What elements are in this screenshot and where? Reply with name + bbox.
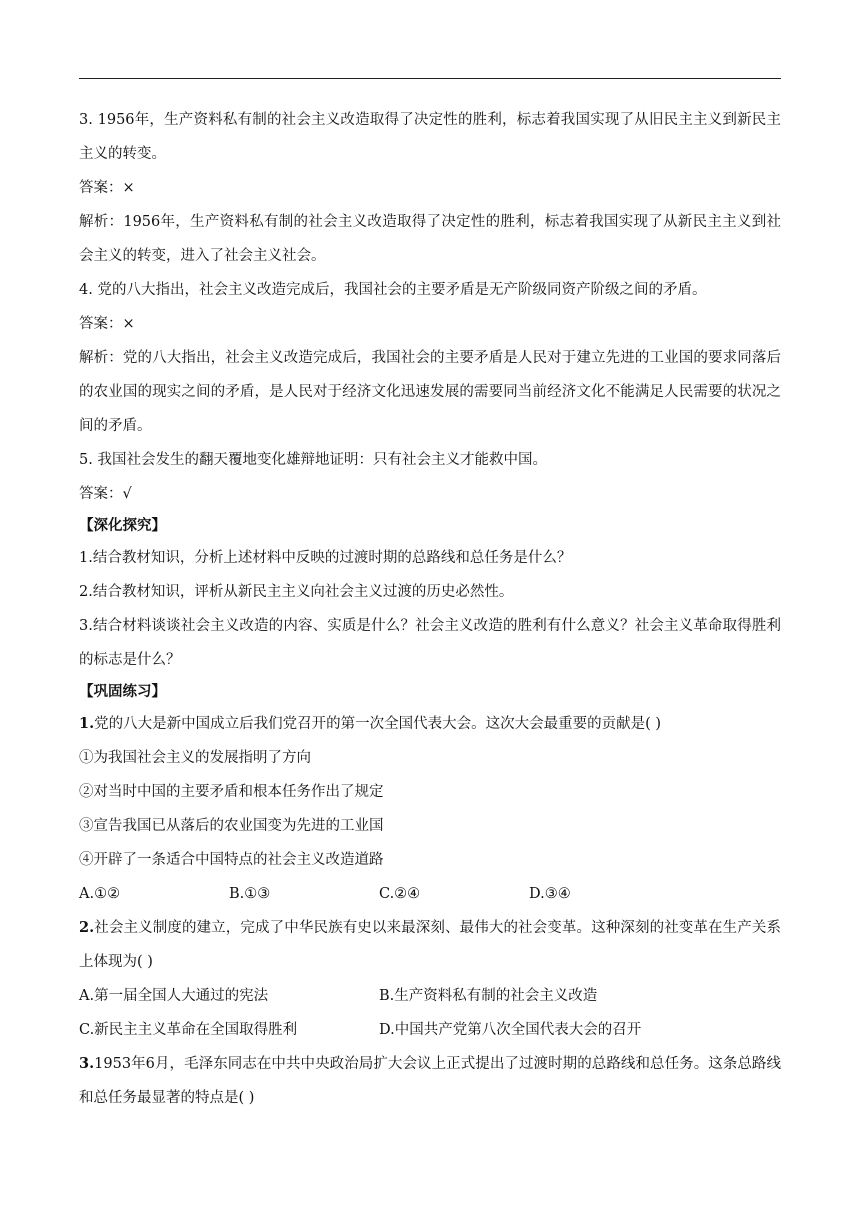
option-a: A.第一届全国人大通过的宪法 (79, 988, 269, 1004)
answer-5: 答案：√ (79, 486, 132, 502)
explore-question-3: 3.结合材料谈谈社会主义改造的内容、实质是什么？社会主义改造的胜利有什么意义？社会主义革命取得胜利的标志是什么？ (79, 618, 781, 668)
practice-question-3 (79, 1047, 781, 1115)
option-b: B.生产资料私有制的社会主义改造 (379, 988, 598, 1004)
choice-item: ④开辟了一条适合中国特点的社会主义改造道路 (79, 852, 384, 868)
option-b: B.①③ (229, 886, 271, 902)
statement-3: 3. 1956年，生产资料私有制的社会主义改造取得了决定性的胜利，标志着我国实现了从旧民主主义到新民主主义的转变。 (79, 112, 781, 162)
header-rule (79, 78, 781, 79)
answer-options (79, 979, 781, 1013)
option-c: C.②④ (379, 886, 421, 902)
document-body (79, 103, 781, 1115)
option-d: D.中国共产党第八次全国代表大会的召开 (379, 1022, 642, 1038)
question-number: 3. (79, 1055, 95, 1072)
choice-item: ①为我国社会主义的发展指明了方向 (79, 750, 311, 766)
practice-question-1 (79, 707, 781, 741)
analysis-3: 解析：1956年，生产资料私有制的社会主义改造取得了决定性的胜利，标志着我国实现了从新民主主义到社会主义的转变，进入了社会主义社会。 (79, 214, 781, 264)
answer-options (79, 877, 781, 911)
question-number: 1. (79, 715, 95, 732)
answer-4: 答案：× (79, 316, 135, 332)
answer-options (79, 1013, 781, 1047)
option-a: A.①② (79, 886, 121, 902)
practice-question-2 (79, 911, 781, 979)
analysis-4: 解析：党的八大指出，社会主义改造完成后，我国社会的主要矛盾是人民对于建立先进的工业国的要求同落后的农业国的现实之间的矛盾，是人民对于经济文化迅速发展的需要同当前经济文化不能满足人民需要的状况之间的矛盾。 (79, 350, 781, 434)
option-c: C.新民主主义革命在全国取得胜利 (79, 1022, 298, 1038)
choice-item: ③宣告我国已从落后的农业国变为先进的工业国 (79, 818, 384, 834)
statement-5: 5. 我国社会发生的翻天覆地变化雄辩地证明：只有社会主义才能救中国。 (79, 452, 547, 468)
practice-heading: 【巩固练习】 (79, 683, 166, 700)
choice-item: ②对当时中国的主要矛盾和根本任务作出了规定 (79, 784, 384, 800)
explore-question-2: 2.结合教材知识，评析从新民主主义向社会主义过渡的历史必然性。 (79, 584, 514, 600)
question-text: 党的八大是新中国成立后我们党召开的第一次全国代表大会。这次大会最重要的贡献是( ) (94, 716, 662, 732)
explore-question-1: 1.结合教材知识，分析上述材料中反映的过渡时期的总路线和总任务是什么？ (79, 550, 572, 566)
explore-heading: 【深化探究】 (79, 517, 166, 534)
option-d: D.③④ (529, 886, 571, 902)
answer-3: 答案：× (79, 180, 135, 196)
question-text: 1953年6月，毛泽东同志在中共中央政治局扩大会议上正式提出了过渡时期的总路线和总任务。这条总路线和总任务最显著的特点是( ) (79, 1056, 781, 1106)
question-text: 社会主义制度的建立，完成了中华民族有史以来最深刻、最伟大的社会变革。这种深刻的社变革在生产关系上体现为( ) (79, 920, 781, 970)
statement-4: 4. 党的八大指出，社会主义改造完成后，我国社会的主要矛盾是无产阶级同资产阶级之间的矛盾。 (79, 282, 707, 298)
question-number: 2. (79, 919, 95, 936)
